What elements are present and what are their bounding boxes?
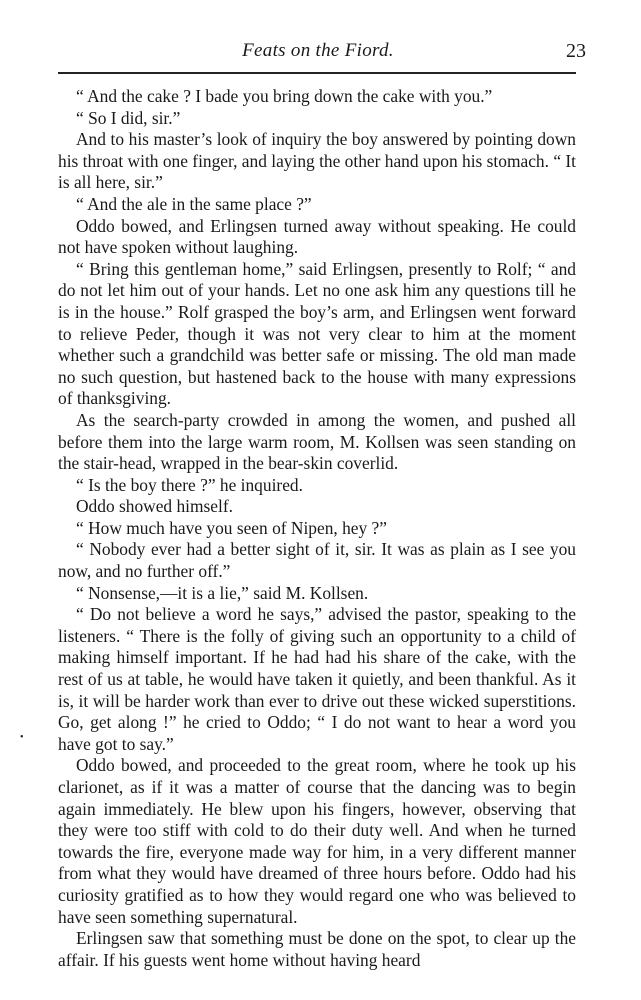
page-number: 23 [566,40,586,62]
running-title: Feats on the Fiord. [242,40,394,61]
paragraph: “ Nonsense,—it is a lie,” said M. Kollsen. [76,582,369,603]
margin-mark: • [20,732,24,743]
paragraph: As the search-party crowded in among the women, and pushed all before them into the large warm room, M. Kollsen was seen standing on the stair-head, wrapped in the bear-skin coverlid. [58,409,576,474]
header-rule [58,72,576,74]
paragraph: “ Bring this gentleman home,” said Erlingsen, presently to Rolf; “ and do not let him out of your hands. Let no one ask him any questions till he is in the house.” Rolf grasped the boy’s arm, and Erlingsen went forward to relieve Peder, though it was not very clear to him at the moment whether such a grandchild was better safe or missing. The old man made no such question, but hastened back to the house with many expressions of thanksgiving. [58,258,576,409]
paragraph: “ Is the boy there ?” he inquired. [76,474,303,495]
paragraph: “ Do not believe a word he says,” advised the pastor, speaking to the listeners. “ There is the folly of giving such an opportunity to a child of making himself important. If he had had his share of the cake, with the rest of us at table, he would have taken it quietly, and been thankful. As it is, it will be harder work than ever to drive out these wicked superstitions. Go, get along !” he cried to Oddo; “ I do not want to hear a word you have got to say.” [58,604,576,754]
paragraph: And to his master’s look of inquiry the boy answered by pointing down his throat with one finger, and laying the other hand upon his stomach. “ It is all here, sir.” [58,129,577,193]
paragraph: “ So I did, sir.” [76,107,181,128]
paragraph: “ How much have you seen of Nipen, hey ?” [76,517,387,538]
paragraph: Oddo bowed, and proceeded to the great room, where he took up his clarionet, as if it was a matter of course that the dancing was to begin again immediately. He blew upon his fingers, however, observing that they were too stiff with cold to do their duty well. And when he turned towards the fire, everyone made way for him, in a very different manner from what they would have dreamed of three hours before. Oddo had his curiosity gratified as to how they would regard one who was believed to have seen something supernatural. [58,755,576,927]
paragraph: “ And the ale in the same place ?” [76,193,312,214]
paragraph: “ Nobody ever had a better sight of it, sir. It was as plain as I see you now, and no further off.” [58,539,576,582]
paragraph: “ And the cake ? I bade you bring down the cake with you.” [76,86,493,106]
paragraph: Oddo bowed, and Erlingsen turned away without speaking. He could not have spoken without laughing. [58,215,576,258]
paragraph: Erlingsen saw that something must be done on the spot, to clear up the affair. If his guests went home without having heard [58,928,576,970]
body-text [58,86,576,971]
page-header [58,38,586,68]
paragraph: Oddo showed himself. [76,496,233,517]
